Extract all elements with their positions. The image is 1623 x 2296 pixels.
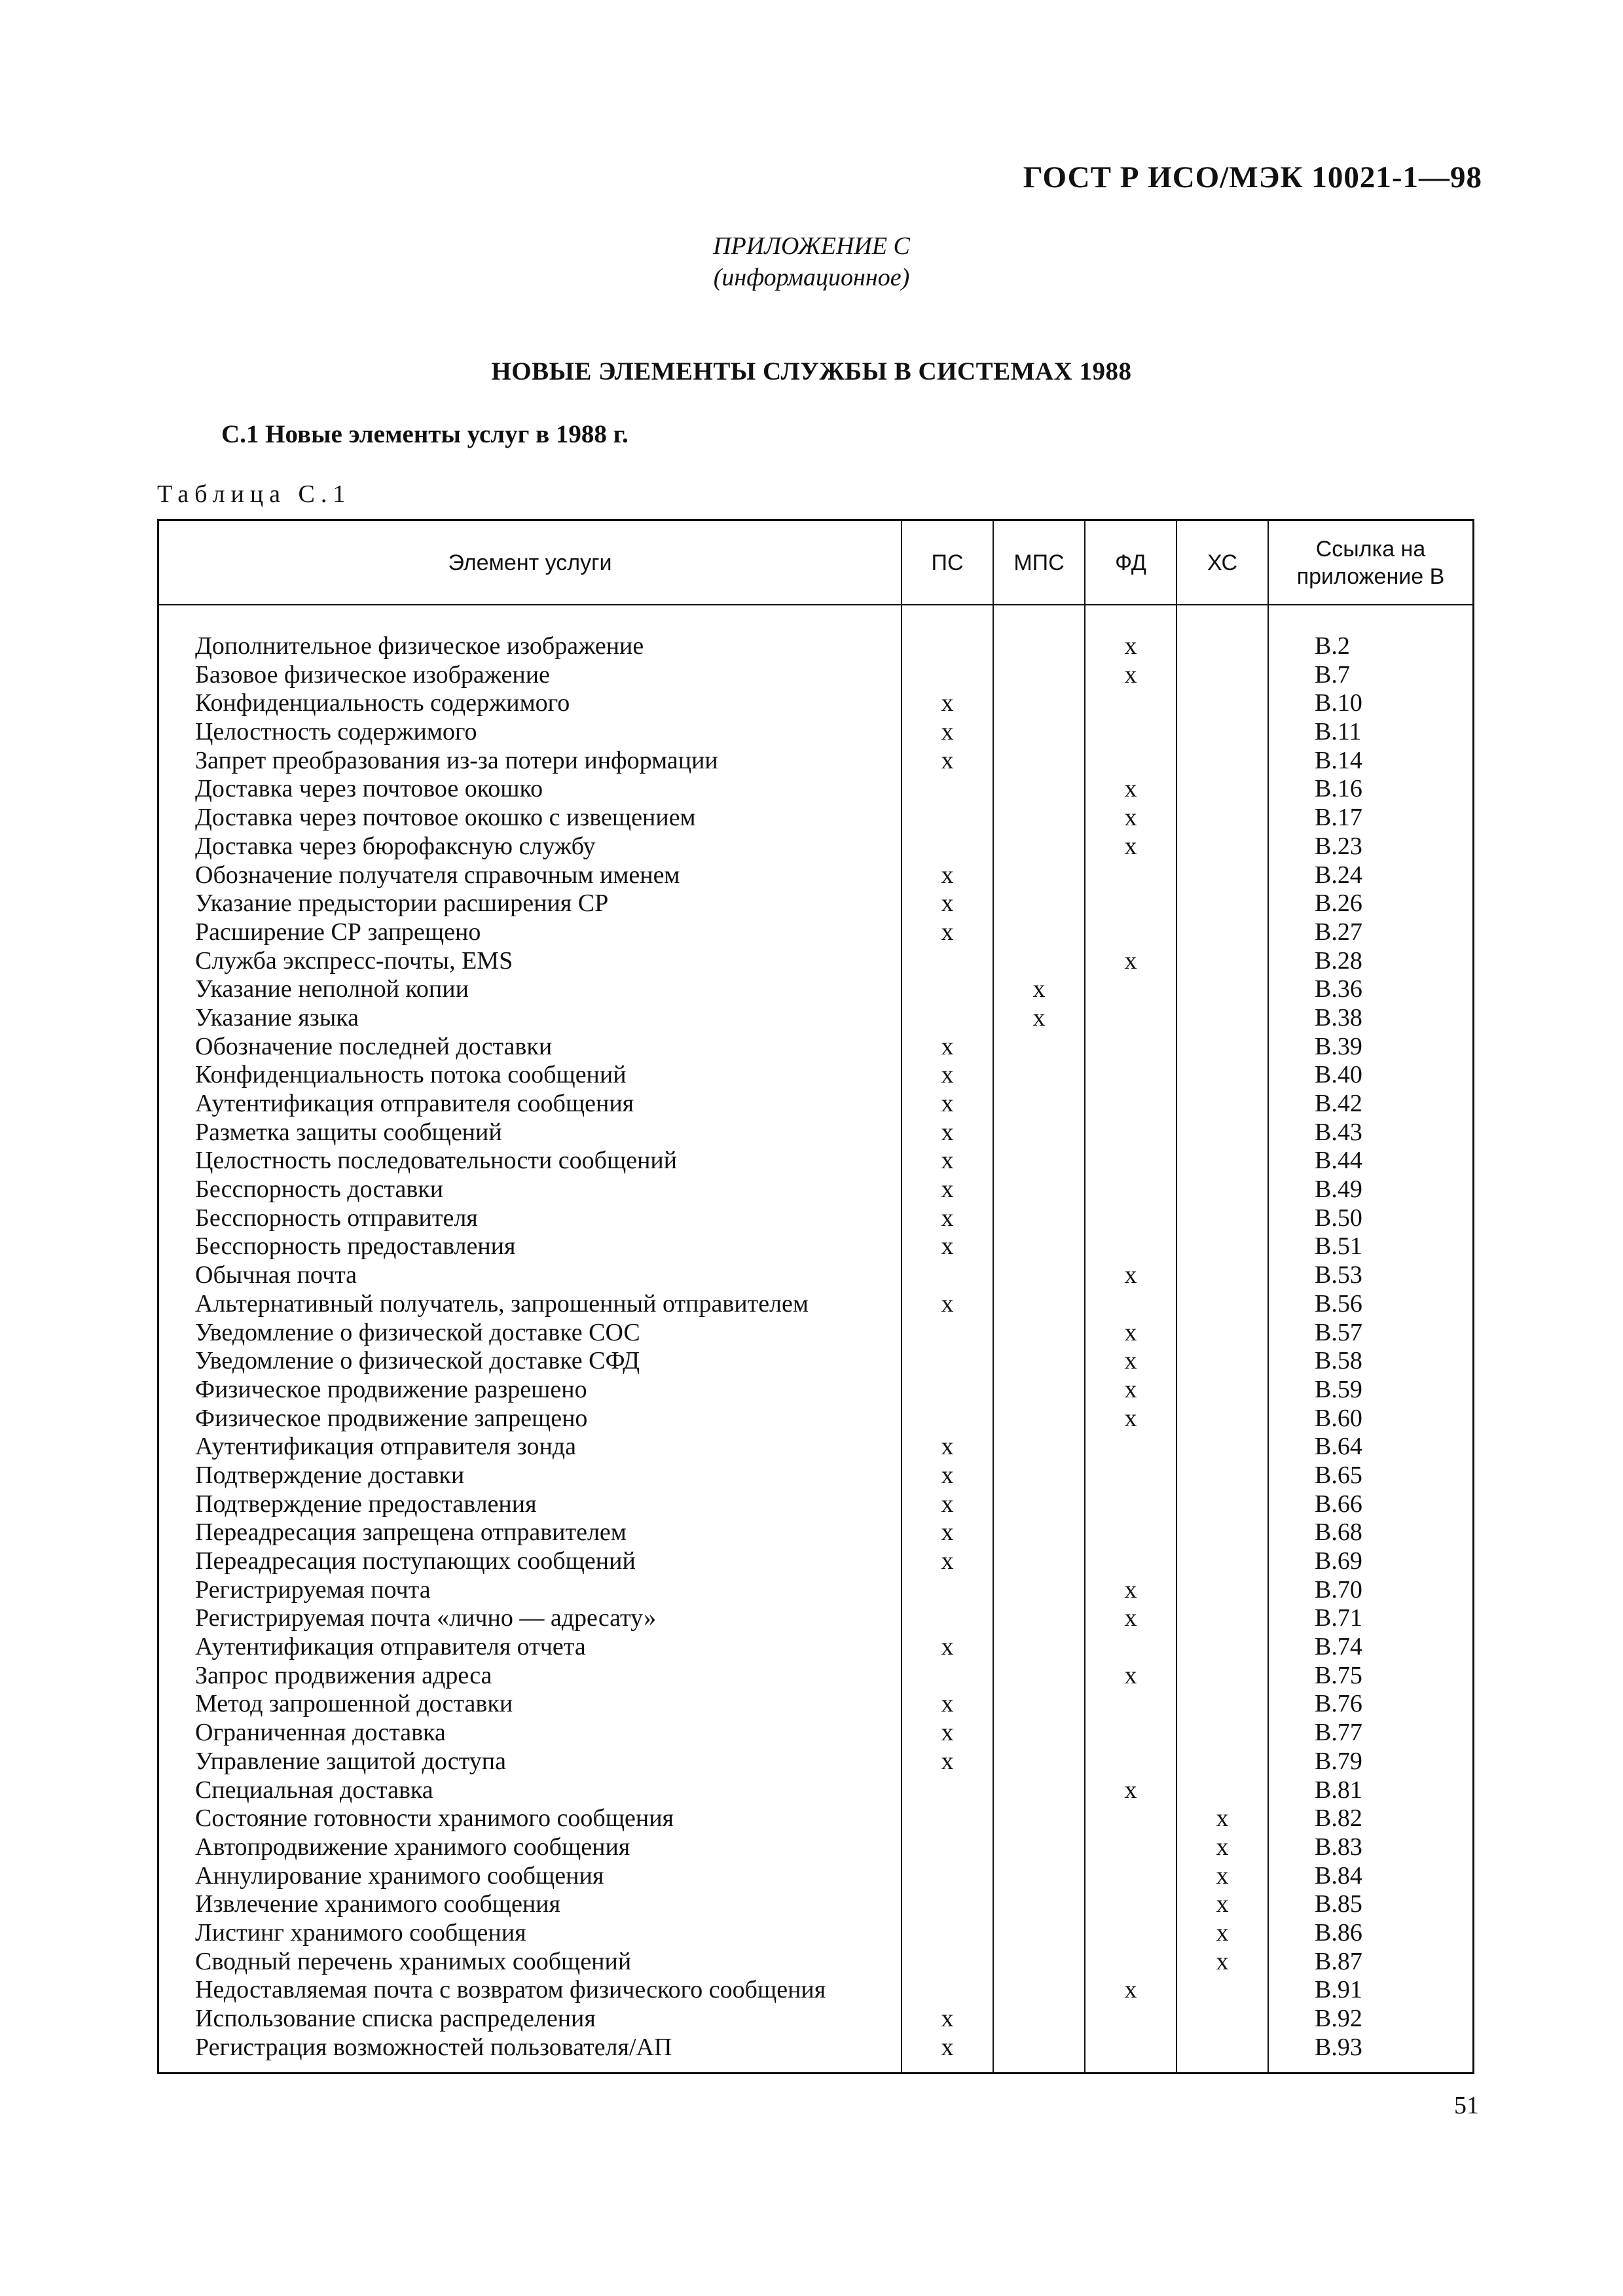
- table-row: [159, 804, 1472, 833]
- table-row: [159, 1090, 1472, 1119]
- section-title: НОВЫЕ ЭЛЕМЕНТЫ СЛУЖБЫ В СИСТЕМАХ 1988: [491, 357, 1132, 386]
- service-element-name: Физическое продвижение разрешено: [195, 1375, 587, 1403]
- appendix-reference: B.76: [1315, 1690, 1362, 1718]
- appendix-reference: B.92: [1315, 2005, 1362, 2032]
- mark-ps: x: [941, 1147, 954, 1175]
- mark-ps: x: [941, 2005, 954, 2032]
- header-fd: ФД: [1115, 550, 1146, 575]
- table-body: [159, 632, 1472, 2062]
- table-row: [159, 947, 1472, 976]
- table-row: [159, 1604, 1472, 1633]
- mark-fd: x: [1124, 1604, 1137, 1632]
- appendix-reference: B.53: [1315, 1261, 1362, 1289]
- table-row: [159, 1119, 1472, 1147]
- table-row: [159, 1261, 1472, 1290]
- service-element-name: Регистрация возможностей пользователя/АП: [195, 2033, 672, 2061]
- mark-ps: x: [941, 2033, 954, 2061]
- service-element-name: Указание неполной копии: [195, 975, 469, 1003]
- service-element-name: Листинг хранимого сообщения: [195, 1918, 526, 1946]
- table-row: [159, 1862, 1472, 1891]
- service-element-name: Бесспорность предоставления: [195, 1232, 516, 1261]
- appendix-reference: B.26: [1315, 889, 1362, 918]
- mark-ps: x: [941, 718, 954, 746]
- service-element-name: Обычная почта: [195, 1261, 357, 1289]
- appendix-reference: B.49: [1315, 1175, 1362, 1204]
- table-row: [159, 1948, 1472, 1977]
- table-row: [159, 2034, 1472, 2062]
- appendix-reference: B.91: [1315, 1976, 1362, 2004]
- appendix-reference: B.40: [1315, 1061, 1362, 1089]
- table-row: [159, 1976, 1472, 2005]
- table-row: [159, 689, 1472, 718]
- service-element-name: Служба экспресс-почты, EMS: [195, 946, 513, 975]
- table-row: [159, 775, 1472, 804]
- service-element-name: Запрос продвижения адреса: [195, 1661, 492, 1689]
- mark-ps: x: [941, 889, 954, 918]
- appendix-reference: B.75: [1315, 1661, 1362, 1689]
- mark-ps: x: [941, 689, 954, 717]
- appendix-reference: B.60: [1315, 1404, 1362, 1432]
- service-element-name: Доставка через бюрофаксную службу: [195, 832, 596, 860]
- service-element-name: Целостность содержимого: [195, 718, 477, 746]
- table-row: [159, 1776, 1472, 1805]
- table-row: [159, 1004, 1472, 1033]
- appendix-reference: B.56: [1315, 1289, 1362, 1318]
- service-element-name: Управление защитой доступа: [195, 1747, 506, 1775]
- appendix-reference: B.68: [1315, 1518, 1362, 1547]
- appendix-reference: B.36: [1315, 975, 1362, 1003]
- table-row: [159, 747, 1472, 776]
- mark-ps: x: [941, 1289, 954, 1318]
- mark-ps: x: [941, 1747, 954, 1775]
- table-row: [159, 632, 1472, 661]
- mark-fd: x: [1124, 660, 1137, 689]
- table-row: [159, 1204, 1472, 1233]
- service-element-name: Конфиденциальность потока сообщений: [195, 1061, 627, 1089]
- appendix-reference: B.28: [1315, 946, 1362, 975]
- service-element-name: Подтверждение доставки: [195, 1461, 465, 1489]
- appendix-reference: B.38: [1315, 1003, 1362, 1031]
- service-element-name: Состояние готовности хранимого сообщения: [195, 1804, 674, 1833]
- table-row: [159, 1748, 1472, 1776]
- appendix-reference: B.64: [1315, 1433, 1362, 1461]
- service-element-name: Извлечение хранимого сообщения: [195, 1890, 560, 1918]
- mark-fd: x: [1124, 1375, 1137, 1403]
- appendix-subtitle: (информационное): [713, 264, 910, 291]
- service-element-name: Недоставляемая почта с возвратом физического сообщения: [195, 1976, 826, 2004]
- mark-ps: x: [941, 861, 954, 889]
- table-row: [159, 718, 1472, 747]
- service-element-name: Запрет преобразования из-за потери информации: [195, 746, 718, 774]
- services-table: [157, 519, 1474, 2074]
- appendix-reference: B.10: [1315, 689, 1362, 717]
- service-element-name: Ограниченная доставка: [195, 1719, 446, 1747]
- appendix-reference: B.65: [1315, 1461, 1362, 1489]
- service-element-name: Специальная доставка: [195, 1776, 433, 1804]
- header-ps: ПС: [931, 550, 964, 575]
- service-element-name: Указание языка: [195, 1003, 359, 1031]
- appendix-reference: B.58: [1315, 1347, 1362, 1375]
- appendix-reference: B.44: [1315, 1147, 1362, 1175]
- table-row: [159, 1633, 1472, 1662]
- header-reference-line2: приложение В: [1296, 564, 1445, 589]
- mark-ps: x: [941, 1204, 954, 1232]
- mark-hs: x: [1216, 1804, 1229, 1833]
- mark-ps: x: [941, 918, 954, 946]
- table-row: [159, 889, 1472, 918]
- appendix-reference: B.87: [1315, 1947, 1362, 1975]
- appendix-reference: B.84: [1315, 1861, 1362, 1890]
- appendix-reference: B.14: [1315, 746, 1362, 774]
- mark-fd: x: [1124, 1776, 1137, 1804]
- appendix-reference: B.93: [1315, 2033, 1362, 2061]
- service-element-name: Бесспорность доставки: [195, 1175, 444, 1204]
- table-row: [159, 1890, 1472, 1919]
- mark-fd: x: [1124, 946, 1137, 975]
- table-row: [159, 1175, 1472, 1204]
- mark-fd: x: [1124, 1661, 1137, 1689]
- service-element-name: Аутентификация отправителя сообщения: [195, 1090, 634, 1117]
- appendix-reference: B.82: [1315, 1804, 1362, 1833]
- page-number: 51: [1454, 2092, 1479, 2119]
- appendix-reference: B.39: [1315, 1032, 1362, 1060]
- appendix-reference: B.51: [1315, 1232, 1362, 1261]
- appendix-reference: B.43: [1315, 1118, 1362, 1146]
- header-element: Элемент услуги: [448, 550, 612, 575]
- service-element-name: Базовое физическое изображение: [195, 660, 550, 689]
- mark-ps: x: [941, 1690, 954, 1718]
- service-element-name: Метод запрошенной доставки: [195, 1690, 513, 1718]
- service-element-name: Аутентификация отправителя зонда: [195, 1433, 576, 1461]
- header-reference: [1269, 521, 1472, 604]
- table-row: [159, 918, 1472, 947]
- appendix-reference: B.16: [1315, 775, 1362, 803]
- mark-ps: x: [941, 1032, 954, 1060]
- appendix-reference: B.24: [1315, 861, 1362, 889]
- table-row: [159, 1376, 1472, 1405]
- table-row: [159, 1061, 1472, 1090]
- table-row: [159, 2005, 1472, 2034]
- appendix-reference: B.70: [1315, 1575, 1362, 1604]
- mark-fd: x: [1124, 1976, 1137, 2004]
- header-mps: МПС: [1013, 550, 1065, 575]
- appendix-reference: B.23: [1315, 832, 1362, 860]
- mark-ps: x: [941, 1518, 954, 1547]
- mark-ps: x: [941, 1118, 954, 1146]
- table-row: [159, 1033, 1472, 1062]
- appendix-reference: B.57: [1315, 1318, 1362, 1346]
- service-element-name: Переадресация запрещена отправителем: [195, 1518, 627, 1547]
- mark-ps: x: [941, 1547, 954, 1575]
- service-element-name: Подтверждение предоставления: [195, 1490, 537, 1518]
- table-row: [159, 1319, 1472, 1348]
- table-row: [159, 1490, 1472, 1519]
- mark-fd: x: [1124, 1318, 1137, 1346]
- header-hs: ХС: [1207, 550, 1238, 575]
- mark-fd: x: [1124, 1347, 1137, 1375]
- mark-ps: x: [941, 1061, 954, 1089]
- mark-hs: x: [1216, 1833, 1229, 1861]
- mark-mps: x: [1032, 975, 1046, 1003]
- service-element-name: Бесспорность отправителя: [195, 1204, 478, 1232]
- table-row: [159, 1462, 1472, 1490]
- mark-fd: x: [1124, 832, 1137, 860]
- subsection-title: С.1 Новые элементы услуг в 1988 г.: [221, 420, 629, 448]
- service-element-name: Доставка через почтовое окошко: [195, 775, 543, 803]
- table-row: [159, 1804, 1472, 1833]
- service-element-name: Разметка защиты сообщений: [195, 1118, 502, 1146]
- service-element-name: Использование списка распределения: [195, 2005, 596, 2032]
- service-element-name: Указание предыстории расширения СР: [195, 889, 609, 918]
- mark-fd: x: [1124, 1404, 1137, 1432]
- service-element-name: Сводный перечень хранимых сообщений: [195, 1947, 632, 1975]
- appendix-reference: B.7: [1315, 660, 1350, 689]
- table-row: [159, 1347, 1472, 1376]
- service-element-name: Расширение СР запрещено: [195, 918, 481, 946]
- table-row: [159, 1919, 1472, 1948]
- appendix-reference: B.69: [1315, 1547, 1362, 1575]
- mark-fd: x: [1124, 1575, 1137, 1604]
- table-row: [159, 1690, 1472, 1719]
- appendix-heading: [0, 230, 1623, 293]
- mark-fd: x: [1124, 632, 1137, 660]
- mark-fd: x: [1124, 804, 1137, 832]
- appendix-reference: B.50: [1315, 1204, 1362, 1232]
- service-element-name: Регистрируемая почта «лично — адресату»: [195, 1604, 657, 1632]
- table-row: [159, 1405, 1472, 1433]
- service-element-name: Обозначение получателя справочным именем: [195, 861, 680, 889]
- table-row: [159, 1576, 1472, 1605]
- service-element-name: Физическое продвижение запрещено: [195, 1404, 588, 1432]
- mark-ps: x: [941, 1633, 954, 1661]
- header-divider: [159, 604, 1472, 605]
- table-row: [159, 1232, 1472, 1261]
- mark-ps: x: [941, 1433, 954, 1461]
- mark-ps: x: [941, 1719, 954, 1747]
- appendix-reference: B.81: [1315, 1776, 1362, 1804]
- service-element-name: Автопродвижение хранимого сообщения: [195, 1833, 630, 1861]
- table-row: [159, 661, 1472, 690]
- appendix-reference: B.11: [1315, 718, 1362, 746]
- mark-mps: x: [1032, 1003, 1046, 1031]
- service-element-name: Конфиденциальность содержимого: [195, 689, 570, 717]
- service-element-name: Переадресация поступающих сообщений: [195, 1547, 636, 1575]
- service-element-name: Аутентификация отправителя отчета: [195, 1633, 586, 1661]
- appendix-reference: B.86: [1315, 1918, 1362, 1946]
- appendix-reference: B.17: [1315, 804, 1362, 832]
- table-row: [159, 1433, 1472, 1462]
- service-element-name: Аннулирование хранимого сообщения: [195, 1861, 604, 1890]
- table-row: [159, 1290, 1472, 1319]
- mark-hs: x: [1216, 1861, 1229, 1890]
- mark-ps: x: [941, 1461, 954, 1489]
- mark-fd: x: [1124, 775, 1137, 803]
- standard-code: ГОСТ Р ИСО/МЭК 10021-1—98: [1023, 160, 1482, 194]
- mark-ps: x: [941, 1090, 954, 1117]
- mark-fd: x: [1124, 1261, 1137, 1289]
- service-element-name: Регистрируемая почта: [195, 1575, 431, 1604]
- table-row: [159, 1833, 1472, 1862]
- mark-ps: x: [941, 746, 954, 774]
- mark-ps: x: [941, 1490, 954, 1518]
- appendix-reference: B.74: [1315, 1633, 1362, 1661]
- table-row: [159, 1547, 1472, 1576]
- table-row: [159, 1518, 1472, 1547]
- appendix-reference: B.85: [1315, 1890, 1362, 1918]
- table-caption: Таблица С.1: [157, 480, 352, 508]
- service-element-name: Обозначение последней доставки: [195, 1032, 553, 1060]
- mark-ps: x: [941, 1232, 954, 1261]
- appendix-title: ПРИЛОЖЕНИЕ С: [713, 232, 910, 260]
- table-row: [159, 1662, 1472, 1691]
- appendix-reference: B.27: [1315, 918, 1362, 946]
- appendix-reference: B.83: [1315, 1833, 1362, 1861]
- table-row: [159, 861, 1472, 890]
- table-row: [159, 1147, 1472, 1175]
- mark-hs: x: [1216, 1890, 1229, 1918]
- appendix-reference: B.2: [1315, 632, 1350, 660]
- table-row: [159, 975, 1472, 1004]
- service-element-name: Целостность последовательности сообщений: [195, 1147, 678, 1175]
- appendix-reference: B.66: [1315, 1490, 1362, 1518]
- service-element-name: Доставка через почтовое окошко с извещением: [195, 804, 696, 832]
- header-reference-line1: Ссылка на: [1315, 536, 1426, 562]
- service-element-name: Дополнительное физическое изображение: [195, 632, 644, 660]
- mark-hs: x: [1216, 1947, 1229, 1975]
- mark-hs: x: [1216, 1918, 1229, 1946]
- table-row: [159, 833, 1472, 861]
- mark-ps: x: [941, 1175, 954, 1204]
- appendix-reference: B.71: [1315, 1604, 1362, 1632]
- service-element-name: Уведомление о физической доставке СОС: [195, 1318, 640, 1346]
- table-row: [159, 1719, 1472, 1748]
- service-element-name: Уведомление о физической доставке СФД: [195, 1347, 640, 1375]
- appendix-reference: B.77: [1315, 1719, 1362, 1747]
- appendix-reference: B.59: [1315, 1375, 1362, 1403]
- service-element-name: Альтернативный получатель, запрошенный отправителем: [195, 1289, 809, 1318]
- appendix-reference: B.79: [1315, 1747, 1362, 1775]
- appendix-reference: B.42: [1315, 1090, 1362, 1117]
